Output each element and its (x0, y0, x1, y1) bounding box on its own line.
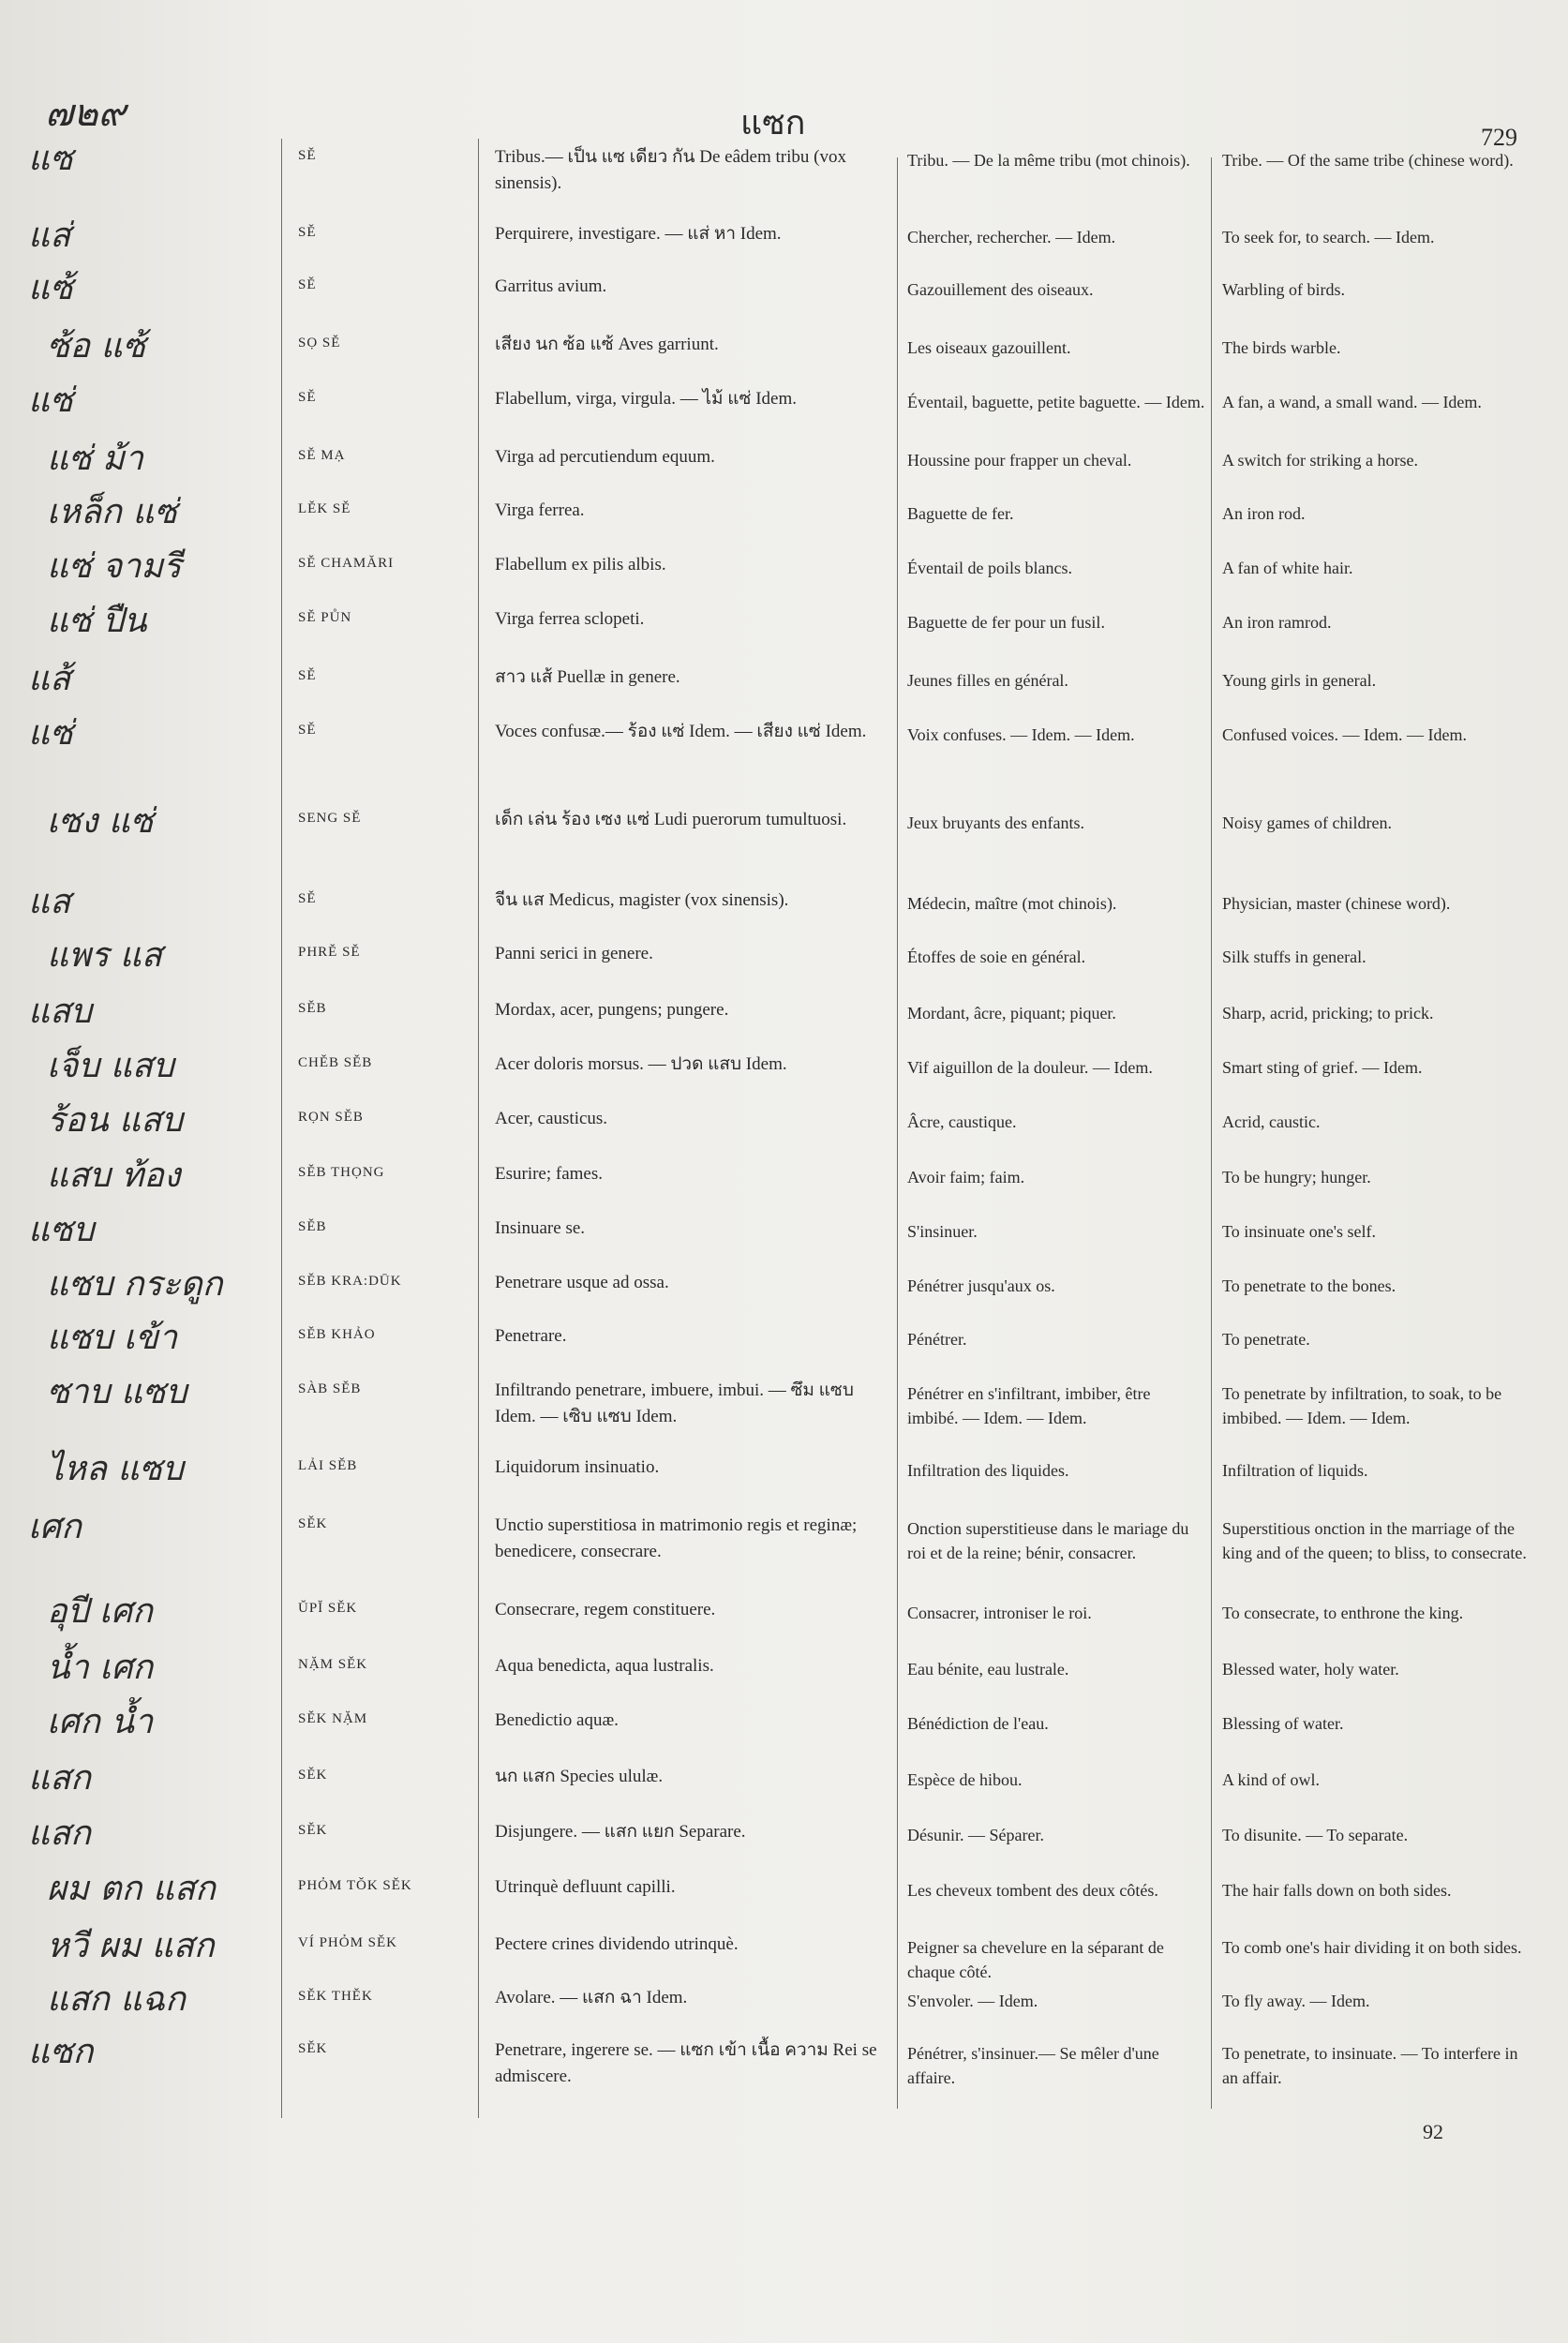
english-definition: To penetrate to the bones. (1222, 1276, 1396, 1295)
english-definition: Sharp, acrid, pricking; to prick. (1222, 1004, 1434, 1022)
column-rule (478, 139, 479, 2118)
romanization: VÍ PHỎM SĚK (298, 1935, 398, 1950)
page-number: 729 (1481, 124, 1517, 151)
french-definition: Eau bénite, eau lustrale. (907, 1660, 1069, 1679)
latin-definition: Panni serici in genere. (495, 944, 653, 963)
latin-definition: นก แสก Species ululæ. (495, 1767, 664, 1786)
french-definition: Vif aiguillon de la douleur. — Idem. (907, 1058, 1153, 1077)
latin-definition: เสียง นก ซ้อ แซ้ Aves garriunt. (495, 335, 719, 354)
thai-headword: แพร แส (47, 936, 162, 975)
romanization: SĚ (298, 277, 317, 292)
running-head: แซก (740, 104, 806, 142)
french-definition: Les cheveux tombent des deux côtés. (907, 1881, 1158, 1900)
thai-headword: แซ่ (28, 714, 73, 753)
latin-definition: Garritus avium. (495, 276, 607, 296)
romanization: SĚ (298, 668, 317, 683)
latin-definition: Pectere crines dividendo utrinquè. (495, 1934, 739, 1954)
english-definition: To fly away. — Idem. (1222, 1992, 1370, 2010)
romanization: SĚB (298, 1001, 327, 1016)
romanization: SĚ (298, 148, 317, 163)
english-definition: To penetrate by infiltration, to soak, to be imbibed. — Idem. — Idem. (1222, 1384, 1502, 1427)
thai-headword: เศก (28, 1508, 82, 1546)
latin-definition: Utrinquè defluunt capilli. (495, 1877, 676, 1897)
thai-headword: แซ่ (28, 381, 73, 420)
french-definition: Pénétrer jusqu'aux os. (907, 1276, 1055, 1295)
english-definition: Superstitious onction in the marriage of the king and of the queen; to bliss, to consecrate. (1222, 1519, 1527, 1562)
french-definition: Pénétrer en s'infiltrant, imbiber, être imbibé. — Idem. — Idem. (907, 1384, 1151, 1427)
french-definition: Houssine pour frapper un cheval. (907, 451, 1132, 470)
english-definition: Acrid, caustic. (1222, 1112, 1321, 1131)
latin-definition: Liquidorum insinuatio. (495, 1457, 660, 1477)
romanization: SĚK THĚK (298, 1989, 373, 2004)
english-definition: Tribe. — Of the same tribe (chinese word). (1222, 151, 1514, 170)
english-definition: The birds warble. (1222, 338, 1341, 357)
column-rule (1211, 157, 1212, 2109)
latin-definition: Penetrare. (495, 1326, 567, 1346)
english-definition: To penetrate, to insinuate. — To interfere in an affair. (1222, 2044, 1518, 2087)
thai-headword: เจ็บ แสบ (47, 1047, 174, 1085)
english-definition: Blessing of water. (1222, 1714, 1344, 1733)
french-definition: Pénétrer, s'insinuer.— Se mêler d'une affaire. (907, 2044, 1159, 2087)
english-definition: To penetrate. (1222, 1330, 1310, 1349)
latin-definition: Mordax, acer, pungens; pungere. (495, 1000, 729, 1020)
romanization: SỌ SĚ (298, 336, 341, 351)
thai-headword: น้ำ เศก (47, 1649, 154, 1687)
romanization: SĚ (298, 891, 317, 906)
english-definition: Noisy games of children. (1222, 813, 1392, 832)
romanization: SĚK (298, 2041, 328, 2056)
romanization: SĚ (298, 723, 317, 738)
english-definition: Young girls in general. (1222, 671, 1377, 690)
english-definition: A fan, a wand, a small wand. — Idem. (1222, 393, 1482, 411)
french-definition: Les oiseaux gazouillent. (907, 338, 1071, 357)
french-definition: Âcre, caustique. (907, 1112, 1017, 1131)
english-definition: Physician, master (chinese word). (1222, 894, 1451, 913)
french-definition: Avoir faim; faim. (907, 1168, 1025, 1186)
romanization: NẶM SĚK (298, 1657, 368, 1672)
latin-definition: สาว แส้ Puellæ in genere. (495, 667, 680, 687)
french-definition: Tribu. — De la même tribu (mot chinois). (907, 151, 1190, 170)
french-definition: Pénétrer. (907, 1330, 967, 1349)
french-definition: Éventail, baguette, petite baguette. — Idem. (907, 393, 1205, 411)
english-definition: Confused voices. — Idem. — Idem. (1222, 725, 1467, 744)
latin-definition: Acer, causticus. (495, 1109, 608, 1128)
romanization: SĚB KHẢO (298, 1327, 376, 1342)
thai-headword: แสก (28, 1759, 91, 1798)
thai-headword: เศก น้ำ (47, 1703, 154, 1741)
romanization: CHĚB SĚB (298, 1055, 373, 1070)
romanization: SĚ (298, 390, 317, 405)
thai-headword: ซาบ แซบ (47, 1373, 187, 1411)
thai-headword: แส (28, 883, 71, 921)
latin-definition: Virga ferrea. (495, 500, 585, 520)
french-definition: Étoffes de soie en général. (907, 948, 1086, 966)
thai-headword: แส่ (28, 216, 71, 255)
thai-headword: แสบ (28, 992, 93, 1031)
thai-headword: แซ่ จามรี (47, 547, 182, 586)
latin-definition: Unctio superstitiosa in matrimonio regis et reginæ; benedicere, consecrare. (495, 1515, 858, 1561)
thai-headword: เหล็ก แซ่ (47, 493, 177, 531)
thai-page-number: ๗๒๙ (45, 92, 126, 135)
latin-definition: Flabellum ex pilis albis. (495, 555, 666, 575)
french-definition: Infiltration des liquides. (907, 1461, 1069, 1480)
latin-definition: Consecrare, regem constituere. (495, 1600, 716, 1619)
thai-headword: แซก (28, 2033, 94, 2071)
thai-headword: ซ้อ แซ้ (47, 327, 146, 366)
latin-definition: Flabellum, virga, virgula. — ไม้ แซ่ Idem. (495, 389, 797, 409)
french-definition: Bénédiction de l'eau. (907, 1714, 1049, 1733)
latin-definition: Perquirere, investigare. — แส่ หา Idem. (495, 224, 782, 244)
english-definition: A fan of white hair. (1222, 559, 1353, 577)
english-definition: Blessed water, holy water. (1222, 1660, 1399, 1679)
latin-definition: Infiltrando penetrare, imbuere, imbui. — ซึม แซบ Idem. — เซิบ แซบ Idem. (495, 1380, 854, 1426)
romanization: SÀB SĚB (298, 1381, 362, 1396)
english-definition: To seek for, to search. — Idem. (1222, 228, 1435, 246)
english-definition: An iron ramrod. (1222, 613, 1332, 632)
english-definition: Silk stuffs in general. (1222, 948, 1366, 966)
romanization: LẢI SĚB (298, 1458, 358, 1473)
latin-definition: Voces confusæ.— ร้อง แซ่ Idem. — เสียง แซ่ Idem. (495, 722, 867, 741)
thai-headword: แซบ เข้า (47, 1319, 178, 1357)
french-definition: Consacrer, introniser le roi. (907, 1604, 1092, 1622)
latin-definition: Penetrare usque ad ossa. (495, 1273, 669, 1292)
latin-definition: Virga ad percutiendum equum. (495, 447, 715, 467)
thai-headword: อุปี เศก (47, 1592, 153, 1631)
latin-definition: Tribus.— เป็น แซ เดียว กัน De eâdem tribu (vox sinensis). (495, 147, 846, 193)
english-definition: To comb one's hair dividing it on both sides. (1222, 1938, 1522, 1957)
romanization: ŬPĬ SĚK (298, 1601, 358, 1616)
romanization: PHRĚ SĚ (298, 945, 361, 960)
english-definition: A kind of owl. (1222, 1770, 1321, 1789)
latin-definition: Virga ferrea sclopeti. (495, 609, 645, 629)
romanization: SĚB (298, 1219, 327, 1234)
french-definition: Médecin, maître (mot chinois). (907, 894, 1117, 913)
french-definition: Peigner sa chevelure en la séparant de chaque côté. (907, 1938, 1164, 1981)
signature-mark: 92 (1423, 2120, 1443, 2143)
french-definition: Mordant, âcre, piquant; piquer. (907, 1004, 1116, 1022)
latin-definition: Esurire; fames. (495, 1164, 604, 1184)
romanization: SĚB THỌNG (298, 1165, 385, 1180)
english-definition: An iron rod. (1222, 504, 1306, 523)
latin-definition: จีน แส Medicus, magister (vox sinensis). (495, 890, 789, 910)
romanization: RỌN SĚB (298, 1110, 364, 1125)
french-definition: S'insinuer. (907, 1222, 978, 1241)
thai-headword: แสก แฉก (47, 1980, 186, 2019)
english-definition: To consecrate, to enthrone the king. (1222, 1604, 1464, 1622)
english-definition: To be hungry; hunger. (1222, 1168, 1371, 1186)
romanization: SĚ MẠ (298, 448, 346, 463)
column-rule (897, 157, 898, 2109)
thai-headword: แส้ (28, 660, 71, 698)
thai-headword: แสบ ท้อง (47, 1157, 181, 1195)
thai-headword: เซง แซ่ (47, 802, 154, 841)
english-definition: Infiltration of liquids. (1222, 1461, 1368, 1480)
latin-definition: Insinuare se. (495, 1218, 586, 1238)
french-definition: Espèce de hibou. (907, 1770, 1023, 1789)
latin-definition: เด็ก เล่น ร้อง เซง แซ่ Ludi puerorum tumultuosi. (495, 810, 847, 829)
latin-definition: Aqua benedicta, aqua lustralis. (495, 1656, 714, 1676)
thai-headword: แซ (28, 140, 73, 178)
english-definition: A switch for striking a horse. (1222, 451, 1418, 470)
french-definition: Désunir. — Séparer. (907, 1826, 1044, 1844)
romanization: SĚ PŮN (298, 610, 352, 625)
french-definition: S'envoler. — Idem. (907, 1992, 1038, 2010)
romanization: LĚK SĚ (298, 501, 351, 516)
thai-headword: ผม ตก แสก (47, 1870, 216, 1908)
french-definition: Jeunes filles en général. (907, 671, 1068, 690)
romanization: PHỎM TǑK SĚK (298, 1878, 412, 1893)
english-definition: Warbling of birds. (1222, 280, 1346, 299)
english-definition: The hair falls down on both sides. (1222, 1881, 1452, 1900)
romanization: SĚK (298, 1768, 328, 1783)
romanization: SĚK (298, 1516, 328, 1531)
romanization: SĚB KRA:DŪK (298, 1274, 402, 1289)
thai-headword: แซบ (28, 1211, 95, 1249)
romanization: SĚ (298, 225, 317, 240)
latin-definition: Penetrare, ingerere se. — แซก เข้า เนื้อ ความ Rei se admiscere. (495, 2040, 877, 2086)
english-definition: To insinuate one's self. (1222, 1222, 1376, 1241)
latin-definition: Avolare. — แสก ฉา Idem. (495, 1988, 688, 2007)
french-definition: Éventail de poils blancs. (907, 559, 1072, 577)
thai-headword: แสก (28, 1814, 91, 1853)
thai-headword: หวี ผม แสก (47, 1927, 215, 1965)
thai-headword: แซ่ ม้า (47, 440, 144, 478)
thai-headword: แซ่ ปืน (47, 602, 147, 640)
romanization: SĚ CHAMĂRI (298, 556, 395, 571)
romanization: SĚK NẶM (298, 1711, 368, 1726)
french-definition: Baguette de fer pour un fusil. (907, 613, 1105, 632)
latin-definition: Benedictio aquæ. (495, 1710, 619, 1730)
thai-headword: ไหล แซบ (47, 1450, 184, 1488)
french-definition: Jeux bruyants des enfants. (907, 813, 1084, 832)
romanization: SĚK (298, 1823, 328, 1838)
latin-definition: Disjungere. — แสก แยก Separare. (495, 1822, 746, 1842)
romanization: SENG SĚ (298, 811, 362, 826)
latin-definition: Acer doloris morsus. — ปวด แสบ Idem. (495, 1054, 787, 1074)
thai-headword: แซบ กระดูก (47, 1265, 223, 1304)
french-definition: Voix confuses. — Idem. — Idem. (907, 725, 1135, 744)
french-definition: Baguette de fer. (907, 504, 1014, 523)
english-definition: To disunite. — To separate. (1222, 1826, 1409, 1844)
french-definition: Chercher, rechercher. — Idem. (907, 228, 1116, 246)
thai-headword: ร้อน แสบ (47, 1101, 184, 1140)
thai-headword: แซ้ (28, 269, 73, 307)
english-definition: Smart sting of grief. — Idem. (1222, 1058, 1423, 1077)
french-definition: Onction superstitieuse dans le mariage du roi et de la reine; bénir, consacrer. (907, 1519, 1189, 1562)
french-definition: Gazouillement des oiseaux. (907, 280, 1094, 299)
